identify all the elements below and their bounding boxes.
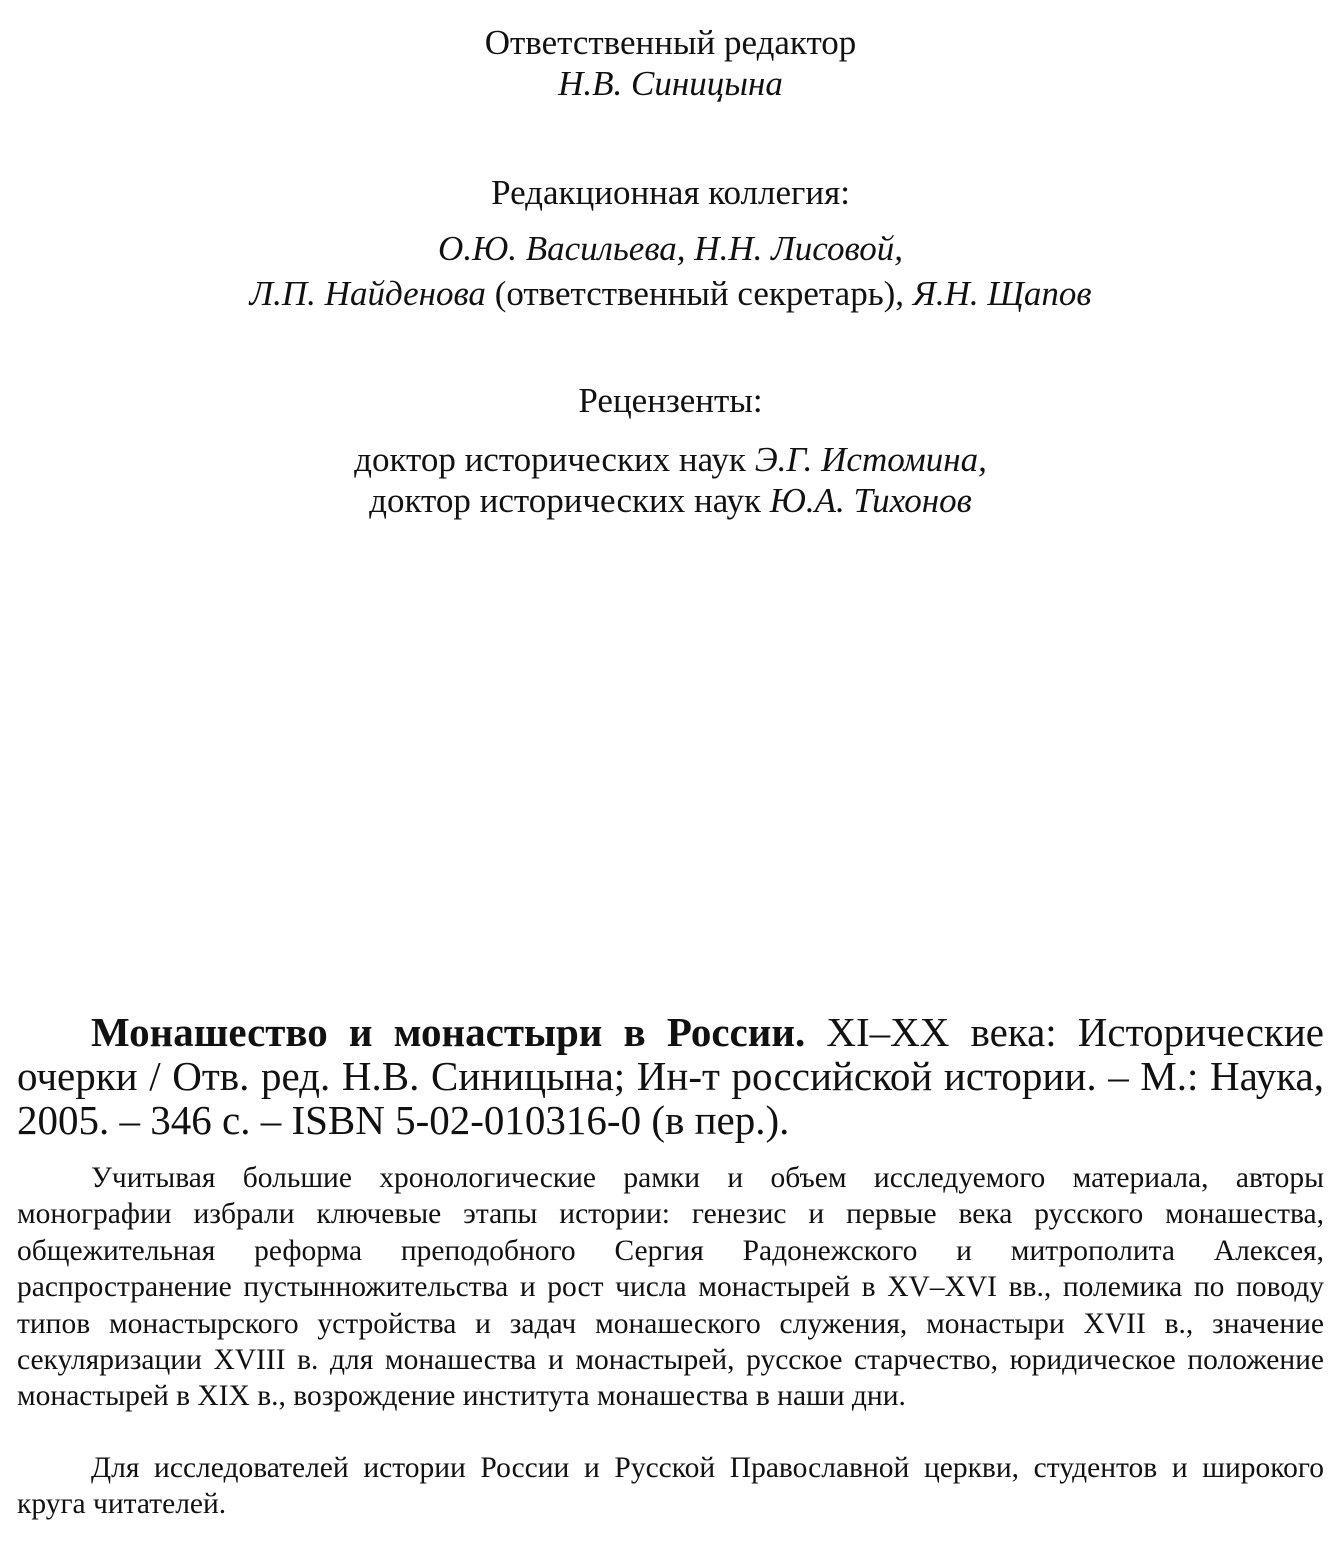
annotation-paragraph-1 — [17, 1160, 1324, 1415]
board-label: Редакционная коллегия: — [491, 173, 850, 212]
reviewer-1 — [0, 440, 1341, 480]
annotation-text-2: Для исследователей истории России и Русской Православной церкви, студентов и широкого круга читателей. — [17, 1452, 1324, 1521]
board-secretary-role: (ответственный секретарь), — [485, 274, 913, 313]
editor-label: Ответственный редактор — [484, 23, 857, 62]
board-members-line2 — [0, 274, 1341, 314]
bibliographic-record — [17, 1010, 1324, 1142]
book-title: Монашество и монастыри в России. — [91, 1009, 806, 1055]
board-member-secretary: Л.П. Найденова — [249, 274, 486, 313]
bibliographic-details: XI–XX века: Исторические очерки / Отв. ред. Н.В. Синицына; Ин-т российской истории. – М.: Наука, 2005. – 346 с. – ISBN 5-02-010316-0 (в пер.). — [17, 1009, 1324, 1143]
editor-name: Н.В. Синицына — [558, 64, 783, 103]
board-members-line1: О.Ю. Васильева, Н.Н. Лисовой, — [438, 229, 903, 268]
reviewer-2 — [0, 481, 1341, 521]
annotation-text-1: Учитывая большие хронологические рамки и объем исследуемого материала, авторы монографии избрали ключевые этапы истории: генезис и первые века русского монашества, общежительная реформа преподобного Сергия Радонежского и митрополита Алексея, распространение пустынножительства и рост числа монастырей в XV–XVI вв., полемика по поводу типов монастырского устройства и задач монашеского служения, монастыри XVII в., значение секуляризации XVIII в. для монашества и монастырей, русское старчество, юридическое положение монастырей в XIX в., возрождение института монашества в наши дни. — [17, 1162, 1324, 1413]
reviewers-label: Рецензенты: — [578, 381, 763, 420]
reviewer-2-name: Ю.А. Тихонов — [769, 481, 972, 520]
reviewer-1-name: Э.Г. Истомина, — [754, 440, 987, 479]
reviewer-1-degree: доктор исторических наук — [354, 440, 755, 479]
annotation-paragraph-2 — [17, 1450, 1324, 1523]
reviewer-2-degree: доктор исторических наук — [369, 481, 770, 520]
board-member-last: Я.Н. Щапов — [912, 274, 1092, 313]
